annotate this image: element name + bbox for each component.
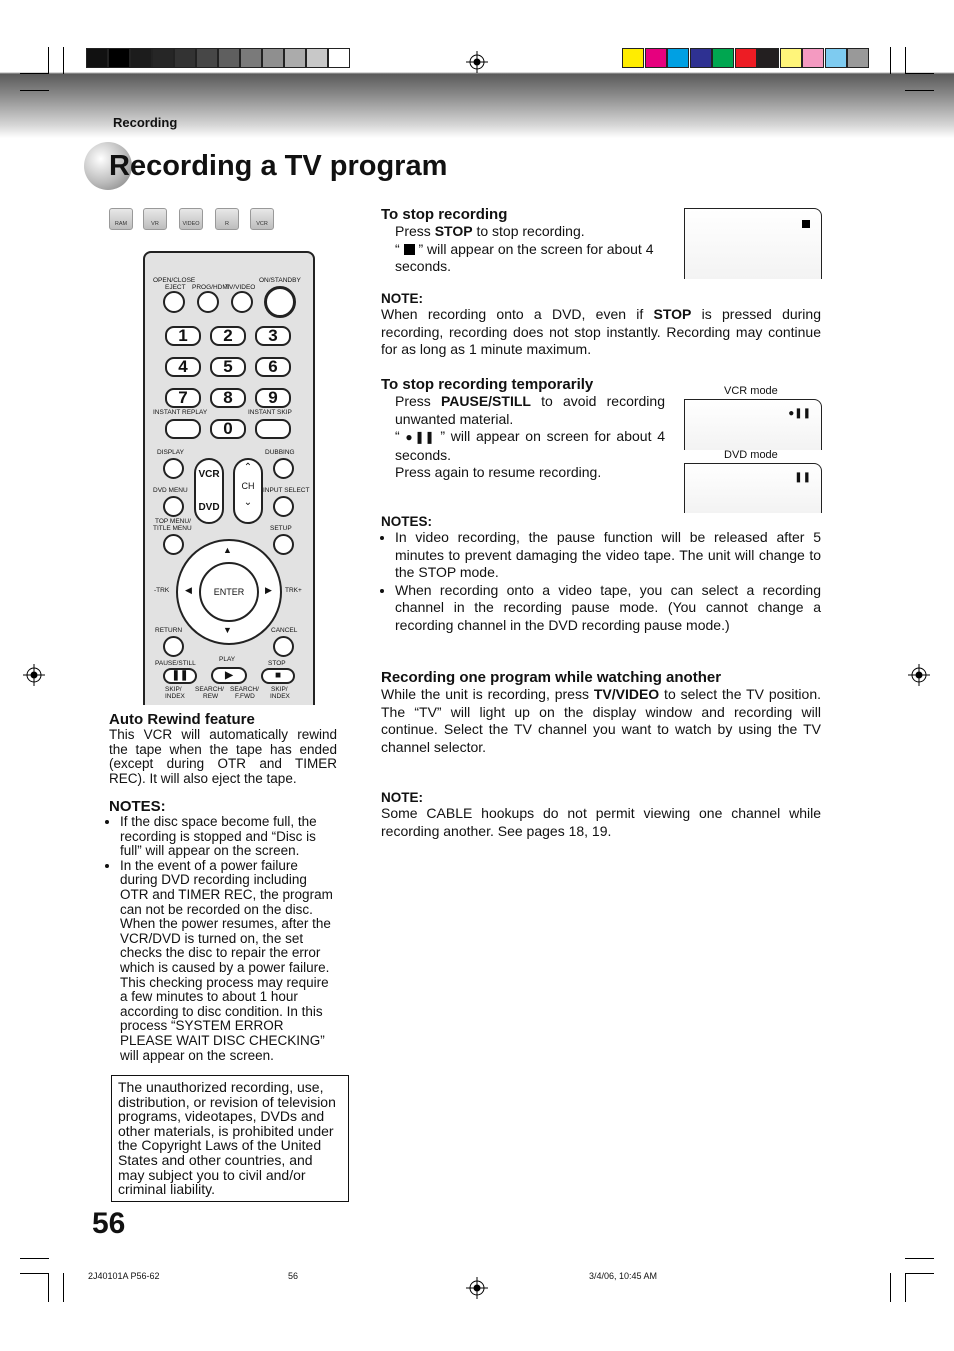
remote-label: INPUT SELECT: [263, 487, 310, 494]
key-name: STOP: [653, 306, 692, 322]
instant-skip-button: [255, 419, 291, 439]
instant-replay-button: [165, 419, 201, 439]
stop-recording-note: [381, 291, 821, 359]
crop-mark: [905, 90, 934, 91]
color-swatch: [802, 48, 824, 68]
registration-target-icon: [23, 664, 45, 686]
crop-mark: [905, 1258, 934, 1259]
key-name: PAUSE/STILL: [440, 393, 531, 409]
remote-label: OPEN/CLOSE: [153, 277, 196, 284]
vcr-mode-label: VCR mode: [724, 385, 778, 397]
key-name: STOP: [434, 223, 473, 239]
footer-file-code: 2J40101A P56-62: [88, 1271, 160, 1281]
remote-control-illustration: [143, 251, 315, 705]
remote-label: TOP MENU/: [155, 518, 191, 525]
page-title: Recording a TV program: [109, 150, 448, 182]
crop-mark: [890, 47, 891, 74]
top-menu-button: [163, 534, 184, 555]
note-body: Some CABLE hookups do not permit viewing one channel while recording another. See pages 18, 19.: [381, 805, 821, 839]
gray-swatch: [174, 48, 196, 68]
stop-screen-display: [684, 208, 822, 279]
crop-mark: [905, 73, 934, 74]
vcr-cassette-icon: VCR: [250, 208, 274, 230]
gray-swatch: [328, 48, 350, 68]
dvd-pause-screen: [684, 463, 822, 513]
text: Press again to resume recording.: [395, 464, 602, 481]
stop-temporarily-section: [381, 376, 665, 482]
gray-swatch: [218, 48, 240, 68]
footer-page: 56: [288, 1271, 299, 1281]
footer-timestamp: 3/4/06, 10:45 AM: [589, 1271, 658, 1281]
remote-label: SETUP: [270, 525, 292, 532]
gray-swatch: [262, 48, 284, 68]
prog-hdmi-button: [197, 291, 219, 313]
list-item: • In the event of a power failure during DVD recording including OTR and TIMER REC, the program can not be recorded on the disc. When the power resumes, after the VCR/DVD is turned on, the set checks the disc to repair the error which is caused by a power failure. This checking process may require a few minutes to about 1 hour according to disc condition. In this process “SYSTEM ERROR PLEASE WAIT DISC CHECKING” will appear on the screen.: [120, 859, 337, 1063]
gray-swatch: [108, 48, 130, 68]
enter-button: ENTER: [199, 562, 259, 622]
gray-swatch: [86, 48, 108, 68]
digit-button: 7: [165, 388, 201, 408]
remote-label: CANCEL: [271, 627, 298, 634]
gray-swatch: [240, 48, 262, 68]
gray-swatch: [306, 48, 328, 68]
digit-button: 8: [210, 388, 246, 408]
remote-label: TRK+: [285, 587, 302, 594]
crop-mark: [20, 90, 49, 91]
key-name: TV/VIDEO: [593, 686, 660, 702]
crop-mark: [63, 47, 64, 74]
remote-label: STOP: [268, 660, 286, 667]
text: ” will appear on screen for about 4 seconds.: [395, 428, 665, 463]
note-heading: NOTE:: [381, 790, 423, 805]
digit-button: 5: [210, 357, 246, 377]
digit-button: 3: [255, 326, 291, 346]
auto-rewind-section: [109, 711, 337, 786]
display-button: [163, 458, 184, 479]
remote-label: ON/STANDBY: [259, 277, 301, 284]
remote-label: INSTANT SKIP: [248, 409, 292, 416]
left-notes-heading: NOTES:: [109, 798, 166, 815]
remote-label: PROG/HDMI: [192, 284, 230, 291]
color-swatch: [780, 48, 802, 68]
auto-rewind-heading: Auto Rewind feature: [109, 711, 255, 728]
remote-label: EJECT: [165, 284, 186, 291]
auto-rewind-body: This VCR will automatically rewind the tape when the tape has ended (except during OTR and TIMER REC). It will also eject the tape.: [109, 727, 337, 786]
stop-recording-section: [381, 206, 681, 276]
stop-temporarily-notes: [381, 514, 821, 635]
stop-temporarily-heading: To stop recording temporarily: [381, 376, 594, 393]
registration-target-icon: [908, 664, 930, 686]
remote-label: INSTANT REPLAY: [153, 409, 208, 416]
stop-icon: ■: [261, 668, 295, 684]
remote-label: SEARCH/: [195, 686, 224, 693]
crop-mark: [905, 1273, 906, 1302]
color-swatch: [645, 48, 667, 68]
chevron-down-icon: ⌄: [243, 497, 253, 508]
text: While the unit is recording, press: [381, 686, 594, 702]
remote-label: F.FWD: [235, 693, 255, 700]
color-swatch: [847, 48, 869, 68]
remote-label: INDEX: [270, 693, 290, 700]
gray-swatch: [284, 48, 306, 68]
pause-icon: ❚❚: [794, 472, 811, 483]
gray-swatch: [196, 48, 218, 68]
stop-icon: [404, 244, 415, 255]
watch-another-note: [381, 790, 821, 840]
remote-label: SKIP/: [271, 686, 288, 693]
gray-swatch: [152, 48, 174, 68]
dvd-vr-icon: VR: [143, 208, 167, 230]
remote-label: REW: [203, 693, 219, 700]
crop-mark: [890, 1273, 891, 1302]
digit-button: 4: [165, 357, 201, 377]
chevron-up-icon: ⌃: [243, 462, 253, 473]
crop-mark: [20, 73, 49, 74]
gray-swatch: [130, 48, 152, 68]
vcr-dvd-selector: VCR DVD: [194, 458, 224, 524]
dvd-ram-icon: RAM: [109, 208, 133, 230]
text: “: [395, 428, 406, 445]
section-label: Recording: [113, 115, 178, 130]
dubbing-button: [273, 458, 294, 479]
remote-label: SKIP/: [165, 686, 182, 693]
stop-recording-heading: To stop recording: [381, 206, 508, 223]
color-swatch: [712, 48, 734, 68]
crop-mark: [905, 1273, 934, 1274]
pause-icon: ❚❚: [163, 668, 197, 684]
remote-label: PAUSE/STILL: [155, 660, 196, 667]
arrow-left-icon: ◀: [185, 585, 192, 595]
arrow-right-icon: ▶: [265, 585, 272, 595]
remote-label: DUBBING: [265, 449, 295, 456]
copyright-notice: The unauthorized recording, use, distribution, or revision of television programs, videotapes, DVDs and other materials, is prohibited under the Copyright Laws of the United States and other countries, and may subject you to civil and/or criminal liability.: [111, 1075, 349, 1202]
crop-mark: [20, 1258, 49, 1259]
dvd-mode-label: DVD mode: [724, 449, 778, 461]
stop-icon: [802, 220, 810, 228]
arrow-up-icon: ▲: [223, 545, 232, 555]
input-select-button: [273, 496, 294, 517]
record-pause-icon: ●❚❚: [788, 408, 811, 419]
dvd-menu-button: [163, 496, 184, 517]
note-heading: NOTES:: [381, 514, 433, 529]
registration-target-icon: [466, 51, 488, 73]
remote-label: -TRK: [154, 587, 170, 594]
cancel-button: [273, 636, 294, 657]
text: to select the TV position. The “TV” will light up on the display window and recording will continue. Select the TV channel you want to watch by using the TV channel selector.: [381, 686, 821, 755]
digit-button: 0: [210, 419, 246, 439]
text: to stop recording.: [472, 223, 585, 239]
remote-label: TV/VIDEO: [225, 284, 256, 291]
record-pause-icon: ●❚❚: [405, 430, 435, 445]
digit-button: 9: [255, 388, 291, 408]
color-swatch: [667, 48, 689, 68]
crop-mark: [905, 47, 906, 74]
color-swatch: [735, 48, 757, 68]
tv-video-button: [231, 291, 253, 313]
watch-another-heading: Recording one program while watching another: [381, 669, 722, 686]
remote-label: DISPLAY: [157, 449, 184, 456]
registration-target-icon: [466, 1277, 488, 1299]
text: Press: [395, 223, 435, 239]
left-notes-section: [109, 798, 337, 1063]
digit-button: 2: [210, 326, 246, 346]
text: Press: [395, 393, 441, 409]
text: to avoid recording unwanted material.: [395, 393, 665, 427]
note-heading: NOTE:: [381, 291, 423, 306]
arrow-down-icon: ▼: [223, 625, 232, 635]
remote-label: RETURN: [155, 627, 183, 634]
vcr-pause-screen: [684, 399, 822, 450]
remote-label: SEARCH/: [230, 686, 259, 693]
list-item: • In video recording, the pause function will be released after 5 minutes to prevent damaging the video tape. The unit will change to the STOP mode.: [395, 529, 821, 582]
digit-button: 1: [165, 326, 201, 346]
setup-button: [273, 534, 294, 555]
dvd-video-icon: VIDEO: [179, 208, 203, 230]
digit-button: 6: [255, 357, 291, 377]
text: ” will appear on the screen for about 4 seconds.: [395, 240, 654, 275]
eject-button: [163, 291, 185, 313]
list-item: • When recording onto a video tape, you can select a recording channel in the recording pause mode. (You cannot change a recording channel in the DVD recording pause mode.): [395, 582, 821, 635]
remote-label: DVD MENU: [153, 487, 188, 494]
text: When recording onto a DVD, even if: [381, 306, 654, 322]
remote-label: INDEX: [165, 693, 185, 700]
return-button: [163, 636, 184, 657]
dvd-r-icon: R: [215, 208, 239, 230]
text: “: [395, 240, 404, 257]
watch-another-section: [381, 669, 821, 756]
page-number: 56: [92, 1207, 126, 1240]
channel-rocker: ⌃ CH ⌄: [233, 458, 263, 524]
color-swatch: [757, 48, 779, 68]
list-item: • If the disc space become full, the recording is stopped and “Disc is full” will appear on the screen.: [120, 815, 337, 859]
color-swatch: [690, 48, 712, 68]
remote-label: PLAY: [219, 656, 236, 663]
color-swatch: [622, 48, 644, 68]
on-standby-button: [264, 286, 296, 318]
text: is pressed during recording, recording does not stop instantly. Recording may continue for as long as 1 minute maximum.: [381, 306, 821, 358]
play-icon: ▶: [211, 667, 247, 684]
crop-mark: [48, 1273, 49, 1302]
crop-mark: [48, 47, 49, 74]
crop-mark: [20, 1273, 49, 1274]
crop-mark: [63, 1273, 64, 1302]
remote-label: TITLE MENU: [153, 525, 192, 532]
color-swatch: [825, 48, 847, 68]
